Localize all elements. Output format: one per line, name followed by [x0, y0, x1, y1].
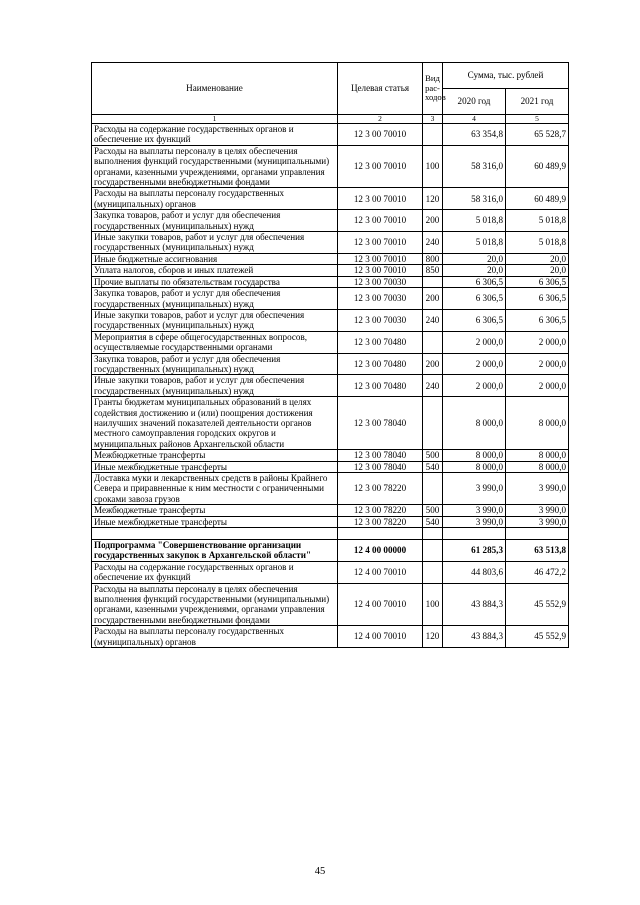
cell-sum-2021: 8 000,0: [506, 397, 569, 450]
table-row: [92, 461, 569, 472]
cell-sum-2020: 8 000,0: [443, 461, 506, 472]
table-row: [92, 253, 569, 264]
table-row: [92, 583, 569, 626]
table-row: [92, 505, 569, 516]
table-row: [92, 210, 569, 232]
cell-name: Расходы на выплаты персоналу государственных (муниципальных) органов: [92, 188, 338, 210]
cell-expense-kind: 850: [423, 265, 443, 276]
cell-sum-2021: 60 489,9: [506, 188, 569, 210]
cell-sum-2020: 44 803,6: [443, 561, 506, 583]
table-row: [92, 124, 569, 146]
table-row: [92, 145, 569, 188]
cell-target-article: 12 3 00 78220: [338, 516, 423, 527]
cell-sum-2021: 8 000,0: [506, 450, 569, 461]
cell-name: Расходы на содержание государственных органов и обеспечение их функций: [92, 561, 338, 583]
column-number-3: 3: [423, 115, 443, 124]
table-row: [92, 375, 569, 397]
cell-target-article: 12 3 00 70480: [338, 375, 423, 397]
cell-expense-kind: 120: [423, 188, 443, 210]
cell-name: Иные закупки товаров, работ и услуг для обеспечения государственных (муниципальных) нужд: [92, 309, 338, 331]
cell-target-article: 12 3 00 78220: [338, 473, 423, 505]
cell-expense-kind: 540: [423, 516, 443, 527]
cell-expense-kind: [423, 528, 443, 540]
cell-sum-2020: 8 000,0: [443, 397, 506, 450]
cell-expense-kind: [423, 561, 443, 583]
budget-table: [91, 62, 569, 648]
cell-sum-2021: 2 000,0: [506, 353, 569, 375]
cell-name: Иные межбюджетные трансферты: [92, 516, 338, 527]
cell-sum-2021: 60 489,9: [506, 145, 569, 188]
cell-sum-2021: 2 000,0: [506, 331, 569, 353]
table-row: [92, 276, 569, 287]
header-name: Наименование: [92, 63, 338, 115]
cell-name: Закупка товаров, работ и услуг для обеспечения государственных (муниципальных) нужд: [92, 353, 338, 375]
cell-target-article: 12 3 00 70480: [338, 353, 423, 375]
cell-sum-2020: 5 018,8: [443, 210, 506, 232]
cell-expense-kind: [423, 540, 443, 562]
cell-name: Подпрограмма "Совершенствование организации государственных закупок в Архангельской области": [92, 540, 338, 562]
cell-name: Иные закупки товаров, работ и услуг для обеспечения государственных (муниципальных) нужд: [92, 232, 338, 254]
cell-sum-2020: 61 285,3: [443, 540, 506, 562]
table-row: [92, 188, 569, 210]
page-number: 45: [314, 866, 326, 877]
cell-expense-kind: 100: [423, 145, 443, 188]
cell-sum-2021: 20,0: [506, 253, 569, 264]
cell-sum-2020: 6 306,5: [443, 276, 506, 287]
cell-expense-kind: 200: [423, 353, 443, 375]
cell-sum-2021: 2 000,0: [506, 375, 569, 397]
cell-name: Расходы на выплаты персоналу в целях обеспечения выполнения функций государственными (муниципальными) органами, казенными учреждениями, органами управления государственными внебюджетными фондами: [92, 583, 338, 626]
cell-sum-2021: 63 513,8: [506, 540, 569, 562]
cell-expense-kind: [423, 331, 443, 353]
cell-expense-kind: [423, 276, 443, 287]
cell-target-article: 12 3 00 70010: [338, 232, 423, 254]
cell-name: Прочие выплаты по обязательствам государства: [92, 276, 338, 287]
cell-sum-2020: 3 990,0: [443, 473, 506, 505]
header-year-2020: 2020 год: [443, 89, 506, 115]
cell-expense-kind: 240: [423, 375, 443, 397]
cell-name: Доставка муки и лекарственных средств в районы Крайнего Севера и приравненные к ним местности с ограниченными сроками завоза грузов: [92, 473, 338, 505]
table-row: [92, 265, 569, 276]
cell-name: [92, 528, 338, 540]
cell-sum-2020: 20,0: [443, 265, 506, 276]
cell-sum-2020: 3 990,0: [443, 505, 506, 516]
cell-target-article: 12 3 00 78040: [338, 461, 423, 472]
cell-name: Уплата налогов, сборов и иных платежей: [92, 265, 338, 276]
column-number-2: 2: [338, 115, 423, 124]
cell-sum-2021: 8 000,0: [506, 461, 569, 472]
cell-name: Иные межбюджетные трансферты: [92, 461, 338, 472]
cell-expense-kind: 120: [423, 626, 443, 648]
cell-name: Межбюджетные трансферты: [92, 450, 338, 461]
cell-target-article: 12 4 00 70010: [338, 626, 423, 648]
cell-target-article: 12 3 00 70010: [338, 145, 423, 188]
cell-sum-2021: 6 306,5: [506, 288, 569, 310]
column-number-1: 1: [92, 115, 338, 124]
cell-expense-kind: [423, 124, 443, 146]
cell-target-article: 12 3 00 70030: [338, 309, 423, 331]
cell-sum-2020: 58 316,0: [443, 188, 506, 210]
cell-expense-kind: 240: [423, 309, 443, 331]
cell-sum-2020: 5 018,8: [443, 232, 506, 254]
cell-sum-2020: 2 000,0: [443, 331, 506, 353]
cell-sum-2021: [506, 528, 569, 540]
table-row: [92, 626, 569, 648]
table-row: [92, 561, 569, 583]
table-row: [92, 516, 569, 527]
table-row: [92, 397, 569, 450]
cell-sum-2020: 20,0: [443, 253, 506, 264]
cell-sum-2020: 58 316,0: [443, 145, 506, 188]
cell-expense-kind: [423, 473, 443, 505]
cell-sum-2020: 43 884,3: [443, 583, 506, 626]
cell-name: Мероприятия в сфере общегосударственных вопросов, осуществляемые государственными органами: [92, 331, 338, 353]
table-row: [92, 331, 569, 353]
cell-expense-kind: 100: [423, 583, 443, 626]
cell-sum-2021: 45 552,9: [506, 626, 569, 648]
table-row: [92, 450, 569, 461]
cell-sum-2020: 8 000,0: [443, 450, 506, 461]
cell-sum-2021: 6 306,5: [506, 276, 569, 287]
cell-name: Расходы на выплаты персоналу в целях обеспечения выполнения функций государственными (муниципальными) органами, казенными учреждениями, органами управления государственными внебюджетными фондами: [92, 145, 338, 188]
table-row: [92, 473, 569, 505]
cell-sum-2020: 3 990,0: [443, 516, 506, 527]
cell-name: Гранты бюджетам муниципальных образований в целях содействия достижению и (или) поощрения достижения наилучших значений показателей деятельности органов местного самоуправления городских округов и муниципальных районов Архангельской области: [92, 397, 338, 450]
cell-sum-2021: 65 528,7: [506, 124, 569, 146]
cell-sum-2021: 3 990,0: [506, 505, 569, 516]
cell-expense-kind: 240: [423, 232, 443, 254]
cell-sum-2021: 3 990,0: [506, 473, 569, 505]
cell-sum-2021: 45 552,9: [506, 583, 569, 626]
cell-expense-kind: 800: [423, 253, 443, 264]
cell-sum-2020: 2 000,0: [443, 353, 506, 375]
table-row: [92, 288, 569, 310]
cell-target-article: 12 3 00 78220: [338, 505, 423, 516]
cell-sum-2020: 2 000,0: [443, 375, 506, 397]
cell-sum-2020: 6 306,5: [443, 288, 506, 310]
header-year-2021: 2021 год: [506, 89, 569, 115]
cell-target-article: 12 3 00 70010: [338, 210, 423, 232]
cell-sum-2020: [443, 528, 506, 540]
cell-expense-kind: 500: [423, 450, 443, 461]
table-row: [92, 528, 569, 540]
cell-sum-2021: 5 018,8: [506, 232, 569, 254]
header-kind: Вид рас-ходов: [423, 63, 443, 115]
cell-name: Иные бюджетные ассигнования: [92, 253, 338, 264]
cell-target-article: 12 3 00 70010: [338, 188, 423, 210]
cell-name: Расходы на содержание государственных органов и обеспечение их функций: [92, 124, 338, 146]
cell-sum-2020: 43 884,3: [443, 626, 506, 648]
header-sum: Сумма, тыс. рублей: [443, 63, 569, 89]
cell-name: Закупка товаров, работ и услуг для обеспечения государственных (муниципальных) нужд: [92, 288, 338, 310]
cell-sum-2021: 5 018,8: [506, 210, 569, 232]
cell-target-article: 12 4 00 70010: [338, 561, 423, 583]
header-article: Целевая статья: [338, 63, 423, 115]
cell-target-article: 12 3 00 70030: [338, 288, 423, 310]
cell-name: Закупка товаров, работ и услуг для обеспечения государственных (муниципальных) нужд: [92, 210, 338, 232]
cell-expense-kind: 200: [423, 288, 443, 310]
table-body: [92, 124, 569, 648]
cell-target-article: 12 3 00 78040: [338, 450, 423, 461]
table-row: [92, 540, 569, 562]
column-number-5: 5: [506, 115, 569, 124]
cell-expense-kind: 540: [423, 461, 443, 472]
cell-target-article: 12 4 00 00000: [338, 540, 423, 562]
cell-sum-2021: 20,0: [506, 265, 569, 276]
table-row: [92, 232, 569, 254]
cell-sum-2021: 6 306,5: [506, 309, 569, 331]
cell-target-article: 12 3 00 70030: [338, 276, 423, 287]
cell-name: Иные закупки товаров, работ и услуг для обеспечения государственных (муниципальных) нужд: [92, 375, 338, 397]
cell-target-article: 12 3 00 78040: [338, 397, 423, 450]
cell-target-article: 12 3 00 70480: [338, 331, 423, 353]
cell-name: Межбюджетные трансферты: [92, 505, 338, 516]
cell-expense-kind: [423, 397, 443, 450]
cell-name: Расходы на выплаты персоналу государственных (муниципальных) органов: [92, 626, 338, 648]
cell-target-article: 12 3 00 70010: [338, 124, 423, 146]
cell-sum-2020: 63 354,8: [443, 124, 506, 146]
cell-target-article: 12 3 00 70010: [338, 265, 423, 276]
column-number-4: 4: [443, 115, 506, 124]
cell-target-article: 12 4 00 70010: [338, 583, 423, 626]
cell-target-article: [338, 528, 423, 540]
cell-target-article: 12 3 00 70010: [338, 253, 423, 264]
table-row: [92, 309, 569, 331]
cell-expense-kind: 200: [423, 210, 443, 232]
cell-sum-2021: 3 990,0: [506, 516, 569, 527]
cell-expense-kind: 500: [423, 505, 443, 516]
cell-sum-2020: 6 306,5: [443, 309, 506, 331]
table-row: [92, 353, 569, 375]
cell-sum-2021: 46 472,2: [506, 561, 569, 583]
